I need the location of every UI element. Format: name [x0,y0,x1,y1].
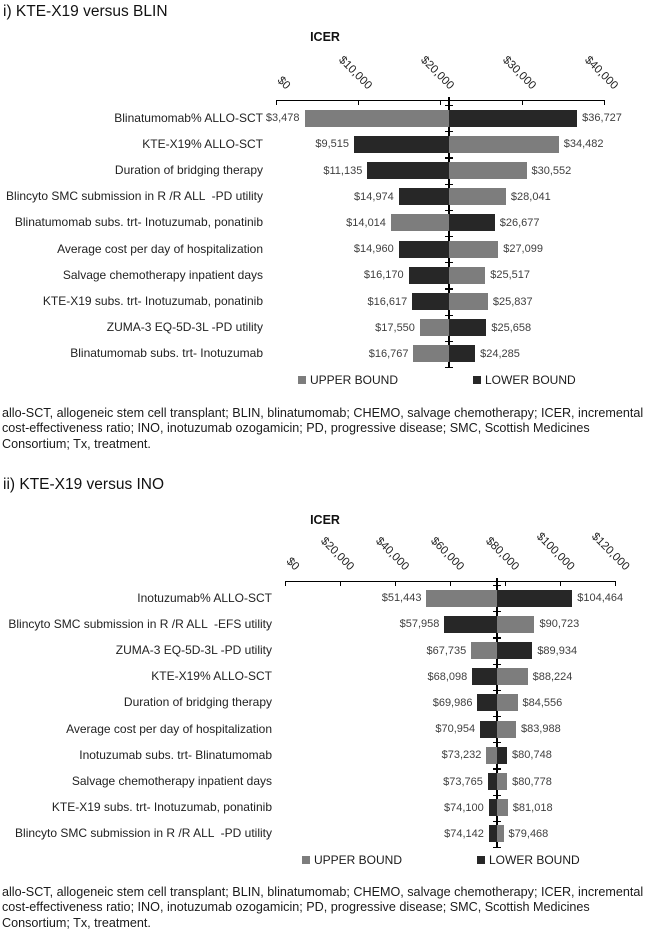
value-label-low: $67,735 [426,644,467,657]
value-label-high: $80,748 [512,749,552,762]
category-label: Salvage chemotherapy inpatient days [71,774,272,788]
category-label: ZUMA-3 EQ-5D-3L -PD utility [106,320,263,335]
value-label-high: $24,285 [480,347,520,360]
value-label-low: $16,767 [368,347,409,360]
category-label: KTE-X19 subs. trt- Inotuzumab, ponatinib [51,800,272,815]
value-label-high: $81,018 [512,801,553,814]
bar-segment-upper-bound [486,747,496,764]
axis-tick-label: $20,000 [318,535,357,573]
bar-segment-lower-bound [480,721,497,738]
bar-segment-upper-bound [497,694,518,711]
category-axis-tick [493,821,501,822]
section-2-heading: ii) KTE-X19 versus INO [3,476,165,493]
section-1-heading: i) KTE-X19 versus BLIN [3,3,168,20]
footnote-line: cost-effectiveness ratio; INO, inotuzumab ozogamicin; PD, progressive disease; SMC, Scottish Medicines [2,900,590,915]
value-label-low: $14,974 [354,190,394,203]
category-label: Blincyto SMC submission in R /R ALL -PD utility [6,189,263,204]
axis-tick-label: $40,000 [373,535,412,573]
category-axis-tick [493,664,501,665]
axis-tick-mark [285,581,286,586]
value-label-low: $70,954 [435,723,476,736]
bar-segment-lower-bound [497,590,573,607]
bar-segment-upper-bound [426,590,496,607]
bar-segment-upper-bound [471,642,496,659]
bar-segment-lower-bound [489,799,497,816]
value-label-high: $25,837 [492,295,533,308]
value-label-low: $73,765 [443,775,483,788]
category-label: KTE-X19% ALLO-SCT [151,669,272,684]
bar-segment-upper-bound [497,799,508,816]
value-label-high: $83,988 [520,723,561,736]
category-label: Blinatumomab subs. trt- Inotuzumab [70,346,263,361]
bar-segment-upper-bound [497,668,528,685]
legend-swatch-upper-bound [302,856,310,864]
category-label: Blinatumomab subs. trt- Inotuzumab, ponatinib [14,215,263,230]
axis-tick-label: $120,000 [589,530,632,573]
value-label-low: $16,170 [363,269,404,282]
category-axis-tick [493,690,501,691]
value-label-low: $73,232 [441,749,482,762]
value-label-high: $84,556 [522,696,563,709]
value-label-low: $16,617 [367,295,408,308]
value-label-high: $30,552 [531,164,572,177]
category-label: Blincyto SMC submission in R /R ALL -PD utility [15,826,272,841]
legend-item-upper-bound [302,853,402,867]
value-label-low: $17,550 [375,321,415,334]
axis-tick-label: $40,000 [582,54,621,92]
legend-swatch-lower-bound [477,856,485,864]
axis-tick-label: $10,000 [336,54,375,92]
legend-label: LOWER BOUND [485,373,576,387]
axis-tick-mark [340,581,341,586]
chart-title: ICER [310,513,340,527]
axis-tick-label: $0 [274,74,293,92]
category-label: KTE-X19% ALLO-SCT [142,136,263,151]
value-label-high: $34,482 [563,138,604,151]
bar-segment-lower-bound [489,825,497,842]
value-label-low: $74,100 [444,801,484,814]
axis-tick-label: $20,000 [418,54,457,92]
axis-tick-label: $30,000 [500,54,539,92]
category-axis-tick [493,716,501,717]
value-label-low: $14,960 [353,243,394,256]
footnote-line: Consortium; Tx, treatment. [2,915,151,930]
abbreviation-footnote-2 [2,885,660,931]
value-label-high: $80,778 [512,775,552,788]
value-label-low: $74,142 [444,827,484,840]
value-label-high: $36,727 [582,112,622,125]
legend-label: LOWER BOUND [489,853,580,867]
category-axis-tick [493,768,501,769]
category-axis-tick [493,847,501,848]
bar-segment-upper-bound [497,773,507,790]
category-label: Average cost per day of hospitalization [66,721,272,736]
value-label-low: $51,443 [381,592,422,605]
axis-tick-mark [560,581,561,586]
value-label-high: $27,099 [503,243,543,256]
value-label-high: $79,468 [508,827,549,840]
value-label-high: $89,934 [537,644,578,657]
value-label-high: $88,224 [532,670,573,683]
category-label: Duration of bridging therapy [123,695,272,710]
axis-tick-mark [395,581,396,586]
axis-tick-label: $100,000 [534,530,577,573]
category-axis-tick [493,611,501,612]
value-label-low: $3,478 [265,112,300,125]
category-label: ZUMA-3 EQ-5D-3L -PD utility [115,643,272,657]
legend-item-lower-bound [477,853,580,867]
category-label: Duration of bridging therapy [114,163,263,177]
value-label-low: $11,135 [323,164,363,177]
axis-tick-mark [615,581,616,586]
value-label-low: $14,014 [346,216,386,229]
bar-segment-lower-bound [497,747,507,764]
category-label: Salvage chemotherapy inpatient days [62,267,263,282]
category-axis-tick [493,795,501,796]
value-label-high: $26,677 [499,216,540,229]
bar-segment-lower-bound [472,668,496,685]
category-label: KTE-X19 subs. trt- Inotuzumab, ponatinib [42,294,263,308]
axis-tick-mark [505,581,506,586]
category-axis-tick [493,637,501,638]
category-axis-tick [493,742,501,743]
value-label-high: $28,041 [510,190,551,203]
value-label-low: $57,958 [399,618,440,631]
axis-tick-label: $80,000 [483,535,522,573]
chart-title: ICER [310,30,340,44]
category-axis-tick [493,585,501,586]
category-label: Inotuzumab% ALLO-SCT [137,590,272,605]
bar-segment-lower-bound [488,773,497,790]
value-label-low: $69,986 [432,696,473,709]
footnote-line: allo-SCT, allogeneic stem cell transplant; BLIN, blinatumomab; CHEMO, salvage chemotherapy; ICER, incremental [2,406,644,420]
legend-label: UPPER BOUND [314,853,403,867]
value-label-high: $25,517 [490,269,530,282]
category-label: Blinatumomab% ALLO-SCT [114,110,263,125]
category-label: Blincyto SMC submission in R /R ALL -EFS utility [8,616,272,631]
footnote-line: allo-SCT, allogeneic stem cell transplant; BLIN, blinatumomab; CHEMO, salvage chemotherapy; ICER, incremental [2,885,644,899]
footnote-line: Consortium; Tx, treatment. [2,436,151,451]
value-label-low: $9,515 [315,138,350,151]
bar-segment-upper-bound [497,825,504,842]
category-label: Inotuzumab subs. trt- Blinatumomab [79,747,272,762]
axis-tick-label: $60,000 [428,535,467,573]
category-label: Average cost per day of hospitalization [57,241,263,256]
value-label-high: $90,723 [539,618,580,631]
value-label-high: $104,464 [577,592,624,605]
legend-label: UPPER BOUND [310,373,399,387]
bar-segment-lower-bound [497,642,533,659]
bar-segment-lower-bound [477,694,496,711]
bar-segment-upper-bound [497,616,535,633]
value-label-high: $25,658 [491,321,532,334]
axis-tick-mark [450,581,451,586]
bar-segment-upper-bound [497,721,516,738]
bar-segment-lower-bound [444,616,496,633]
axis-tick-label: $0 [283,555,302,573]
footnote-line: cost-effectiveness ratio; INO, inotuzumab ozogamicin; PD, progressive disease; SMC, Scottish Medicines [2,421,590,436]
value-label-low: $68,098 [427,670,468,683]
